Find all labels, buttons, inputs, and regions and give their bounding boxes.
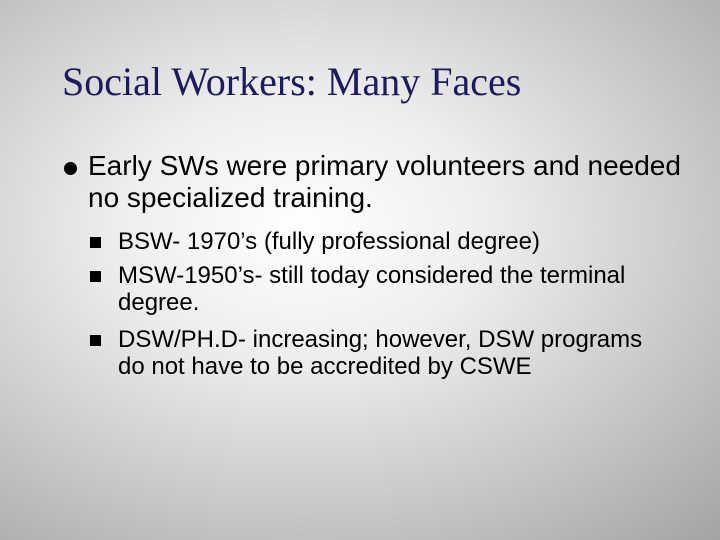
sub-bullet-item xyxy=(88,228,668,255)
square-bullet-icon xyxy=(90,271,101,282)
round-bullet-icon xyxy=(64,162,77,175)
sub-bullet-text: MSW-1950’s- still today considered the terminal degree. xyxy=(118,262,626,316)
bullet-text: Early SWs were primary volunteers and needed no specialized training. xyxy=(88,150,681,213)
sub-bullet-text: DSW/PH.D- increasing; however, DSW programs do not have to be accredited by CSWE xyxy=(118,326,643,380)
square-bullet-icon xyxy=(90,237,101,248)
bullet-item xyxy=(62,150,682,214)
slide-title: Social Workers: Many Faces xyxy=(62,59,522,104)
square-bullet-icon xyxy=(90,335,101,346)
sub-bullet-item xyxy=(88,262,668,316)
sub-bullet-text: BSW- 1970’s (fully professional degree) xyxy=(118,228,540,255)
sub-bullet-item xyxy=(88,326,668,380)
